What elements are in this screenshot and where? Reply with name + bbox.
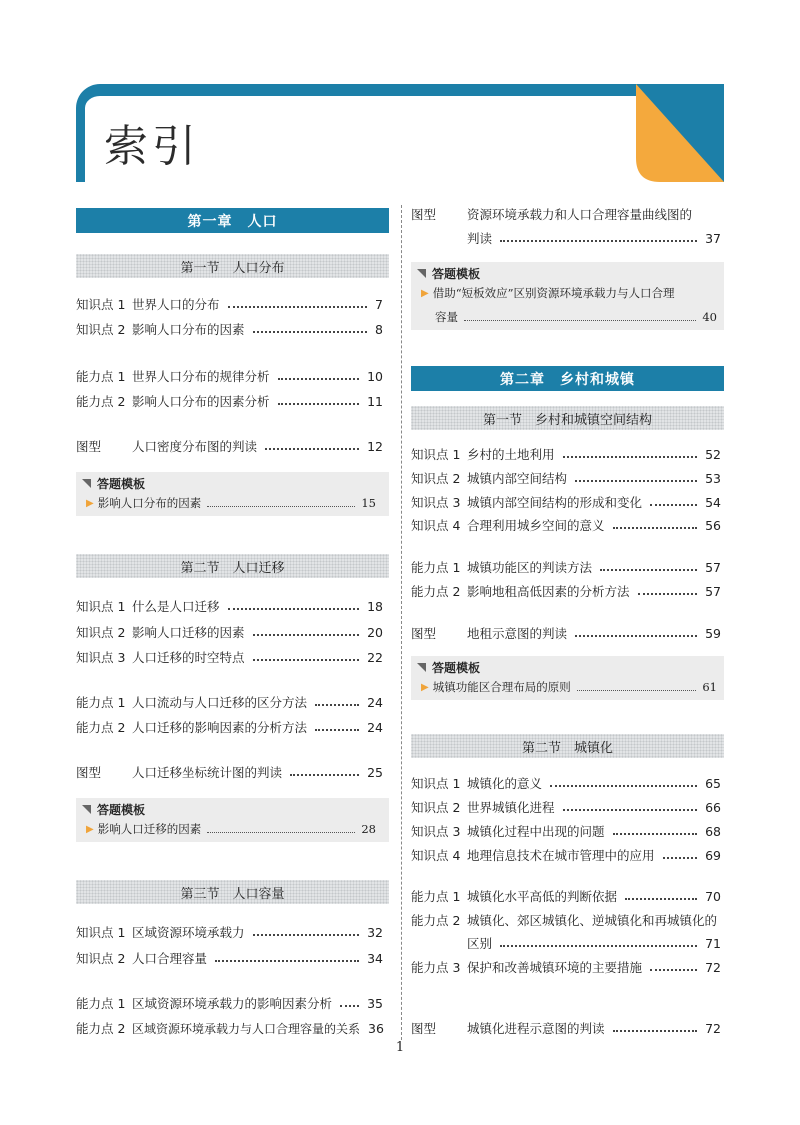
row-title: 人口迁移的时空特点 [132,650,245,665]
leader-dots [550,785,697,787]
leader-dots [278,403,360,405]
toc-row-continuation[interactable] [467,933,721,953]
toc-row[interactable] [76,294,383,314]
toc-row[interactable] [76,692,383,712]
toc-row[interactable] [411,557,721,577]
row-title: 影响地租高低因素的分析方法 [467,584,630,599]
row-tag: 知识点 2 [76,625,126,640]
index-header [76,84,724,182]
leader-dots [625,898,697,900]
row-tag: 能力点 2 [76,394,126,409]
row-title: 人口合理容量 [132,951,208,966]
header-corner-decoration [636,84,724,182]
section-1-2-heading[interactable]: 第二节 人口迁移 [76,554,389,578]
row-tag: 能力点 2 [76,720,126,735]
toc-row[interactable] [411,886,721,906]
row-page: 7 [375,296,383,312]
row-tag: 知识点 1 [76,297,126,312]
row-title: 影响人口分布的因素 [132,322,245,337]
row-page: 22 [367,649,383,665]
row-page: 57 [705,559,721,575]
answer-template-link[interactable] [421,678,717,696]
row-title: 城镇化过程中出现的问题 [467,824,605,839]
answer-template-heading [417,657,480,677]
toc-row[interactable] [76,993,383,1013]
toc-row[interactable] [411,581,721,601]
row-title: 地租示意图的判读 [467,626,568,641]
row-tag: 知识点 1 [411,776,461,791]
leader-dots [600,569,697,571]
row-title: 人口流动与人口迁移的区分方法 [132,695,308,710]
row-page: 72 [705,1020,721,1036]
leader-dots [650,504,697,506]
answer-template-text: 借助“短板效应”区别资源环境承载力与人口合理 [432,286,675,300]
row-tag: 能力点 1 [411,560,461,575]
leader-dots [663,857,698,859]
row-title: 世界人口分布的规律分析 [132,369,270,384]
leader-dots [207,506,355,507]
row-title: 人口密度分布图的判读 [132,439,258,454]
toc-row-continuation[interactable] [467,228,721,248]
row-page: 54 [705,494,721,510]
answer-template-text: 城镇功能区合理布局的原则 [432,680,571,694]
chapter-1-heading[interactable]: 第一章 人口 [76,208,389,233]
row-tag: 图型 [76,439,102,454]
leader-dots [577,690,697,691]
row-page: 32 [367,924,383,940]
leader-dots [290,774,359,776]
toc-row[interactable] [411,1018,721,1038]
toc-row[interactable] [76,1018,383,1038]
toc-row[interactable] [76,762,383,782]
row-page: 24 [367,694,383,710]
row-tag: 图型 [411,626,437,641]
row-tag: 能力点 2 [411,584,461,599]
answer-template-box [411,262,724,330]
leader-dots [575,635,697,637]
corner-triangle-icon [417,269,426,278]
leader-dots [253,331,368,333]
leader-dots [265,448,359,450]
row-tag: 知识点 3 [76,650,126,665]
row-tag: 图型 [76,765,102,780]
leader-dots [563,456,698,458]
row-tag: 知识点 4 [411,848,461,863]
row-tag: 知识点 2 [76,951,126,966]
answer-template-box [76,472,389,516]
row-title: 世界城镇化进程 [467,800,555,815]
answer-template-text: 影响人口迁移的因素 [97,822,202,836]
row-page: 57 [705,583,721,599]
leader-dots [650,969,697,971]
column-divider [401,205,402,1040]
row-title: 合理利用城乡空间的意义 [467,518,605,533]
leader-dots [563,809,698,811]
leader-dots [253,659,360,661]
row-page: 66 [705,799,721,815]
leader-dots [228,608,360,610]
row-page: 53 [705,470,721,486]
answer-template-page: 61 [702,680,717,694]
row-tag: 能力点 2 [411,913,461,928]
answer-template-page: 40 [702,310,717,324]
row-page: 12 [367,438,383,454]
row-page: 70 [705,888,721,904]
answer-template-text: 影响人口分布的因素 [97,496,202,510]
answer-template-heading [82,799,145,819]
row-page: 10 [367,368,383,384]
row-tag: 图型 [411,207,437,222]
leader-dots [215,960,359,962]
section-1-3-heading[interactable]: 第三节 人口容量 [76,880,389,904]
answer-template-label: 答题模板 [97,476,146,491]
answer-template-heading [417,263,480,283]
row-tag: 知识点 1 [411,447,461,462]
leader-dots [278,378,360,380]
answer-template-page: 28 [361,822,376,836]
row-tag: 能力点 1 [76,369,126,384]
row-page: 36 [368,1020,384,1036]
row-title: 影响人口迁移的因素 [132,625,245,640]
row-tag: 知识点 1 [76,925,126,940]
leader-dots [315,704,359,706]
play-arrow-icon: ▶ [421,681,429,693]
leader-dots [500,945,697,947]
row-page: 52 [705,446,721,462]
leader-dots [464,320,696,321]
page-number: 1 [395,1040,405,1055]
row-page: 37 [705,230,721,246]
leader-dots [613,527,698,529]
row-page: 56 [705,517,721,533]
row-tag: 知识点 2 [76,322,126,337]
answer-template-label: 答题模板 [432,266,481,281]
leader-dots [613,833,698,835]
leader-dots [500,240,697,242]
row-page: 24 [367,719,383,735]
toc-row[interactable] [76,366,383,386]
toc-row[interactable] [76,391,383,411]
section-2-1-heading[interactable]: 第一节 乡村和城镇空间结构 [411,406,724,430]
row-tag: 能力点 1 [411,889,461,904]
row-page: 25 [367,764,383,780]
row-page: 20 [367,624,383,640]
row-title: 城镇化的意义 [467,776,543,791]
row-title: 区域资源环境承载力 [132,925,245,940]
row-tag: 知识点 3 [411,824,461,839]
row-tag: 能力点 1 [76,695,126,710]
row-title: 什么是人口迁移 [132,599,220,614]
answer-template-heading [82,473,145,493]
toc-row[interactable] [411,468,721,488]
toc-row[interactable] [76,436,383,456]
row-title: 城镇化、郊区城镇化、逆城镇化和再城镇化的 [467,913,718,928]
row-title: 区别 [467,936,493,951]
row-tag: 图型 [411,1021,437,1036]
toc-row[interactable] [411,204,721,224]
answer-template-label: 答题模板 [97,802,146,817]
leader-dots [315,729,359,731]
row-tag: 知识点 1 [76,599,126,614]
row-page: 35 [367,995,383,1011]
row-page: 65 [705,775,721,791]
row-title: 城镇内部空间结构 [467,471,568,486]
toc-row[interactable] [411,910,721,930]
row-title: 地理信息技术在城市管理中的应用 [467,848,655,863]
corner-triangle-icon [82,479,91,488]
toc-row[interactable] [411,797,721,817]
toc-row[interactable] [76,622,383,642]
row-tag: 知识点 2 [411,471,461,486]
leader-dots [575,480,697,482]
toc-row[interactable] [411,957,721,977]
answer-template-label: 答题模板 [432,660,481,675]
row-title: 城镇内部空间结构的形成和变化 [467,495,643,510]
toc-row[interactable] [411,444,721,464]
chapter-2-heading[interactable]: 第二章 乡村和城镇 [411,366,724,391]
toc-row[interactable] [76,596,383,616]
row-tag: 能力点 1 [76,996,126,1011]
page-title: 索引 [104,121,200,172]
toc-row[interactable] [76,717,383,737]
toc-row[interactable] [76,922,383,942]
leader-dots [613,1030,698,1032]
answer-template-page: 15 [361,496,376,510]
answer-template-text: 容量 [435,310,458,324]
row-tag: 知识点 4 [411,518,461,533]
row-page: 8 [375,321,383,337]
toc-row[interactable] [411,623,721,643]
row-title: 乡村的土地利用 [467,447,555,462]
toc-row[interactable] [411,773,721,793]
row-tag: 知识点 2 [411,800,461,815]
leader-dots [228,306,368,308]
toc-row[interactable] [76,319,383,339]
answer-template-link[interactable] [86,494,376,512]
row-page: 68 [705,823,721,839]
row-page: 72 [705,959,721,975]
row-title: 城镇化进程示意图的判读 [467,1021,605,1036]
row-title: 人口迁移坐标统计图的判读 [132,765,283,780]
play-arrow-icon: ▶ [86,497,94,509]
row-page: 34 [367,950,383,966]
row-title: 影响人口分布的因素分析 [132,394,270,409]
toc-row[interactable] [411,845,721,865]
leader-dots [207,832,355,833]
corner-triangle-icon [417,663,426,672]
toc-row[interactable] [411,821,721,841]
leader-dots [253,934,360,936]
row-page: 11 [367,393,383,409]
row-tag: 能力点 3 [411,960,461,975]
row-title: 区域资源环境承载力与人口合理容量的关系 [132,1021,361,1036]
row-title: 保护和改善城镇环境的主要措施 [467,960,643,975]
row-page: 18 [367,598,383,614]
row-page: 69 [705,847,721,863]
row-tag: 知识点 3 [411,495,461,510]
row-title: 区域资源环境承载力的影响因素分析 [132,996,333,1011]
play-arrow-icon: ▶ [421,287,429,299]
answer-template-link-continuation[interactable] [435,308,717,326]
row-page: 71 [705,935,721,951]
toc-row[interactable] [76,647,383,667]
row-page: 59 [705,625,721,641]
leader-dots [340,1005,359,1007]
leader-dots [253,634,360,636]
answer-template-box [411,656,724,700]
section-1-1-heading[interactable]: 第一节 人口分布 [76,254,389,278]
leader-dots [638,593,698,595]
play-arrow-icon: ▶ [86,823,94,835]
toc-row[interactable] [411,492,721,512]
section-2-2-heading[interactable]: 第二节 城镇化 [411,734,724,758]
row-tag: 能力点 2 [76,1021,126,1036]
row-title: 判读 [467,231,493,246]
answer-template-link[interactable] [86,820,376,838]
row-title: 人口迁移的影响因素的分析方法 [132,720,308,735]
answer-template-box [76,798,389,842]
toc-row[interactable] [411,515,721,535]
row-title: 城镇功能区的判读方法 [467,560,593,575]
toc-row[interactable] [76,948,383,968]
row-title: 城镇化水平高低的判断依据 [467,889,618,904]
corner-triangle-icon [82,805,91,814]
row-title: 资源环境承载力和人口合理容量曲线图的 [467,207,693,222]
row-title: 世界人口的分布 [132,297,220,312]
answer-template-link[interactable] [421,284,717,302]
